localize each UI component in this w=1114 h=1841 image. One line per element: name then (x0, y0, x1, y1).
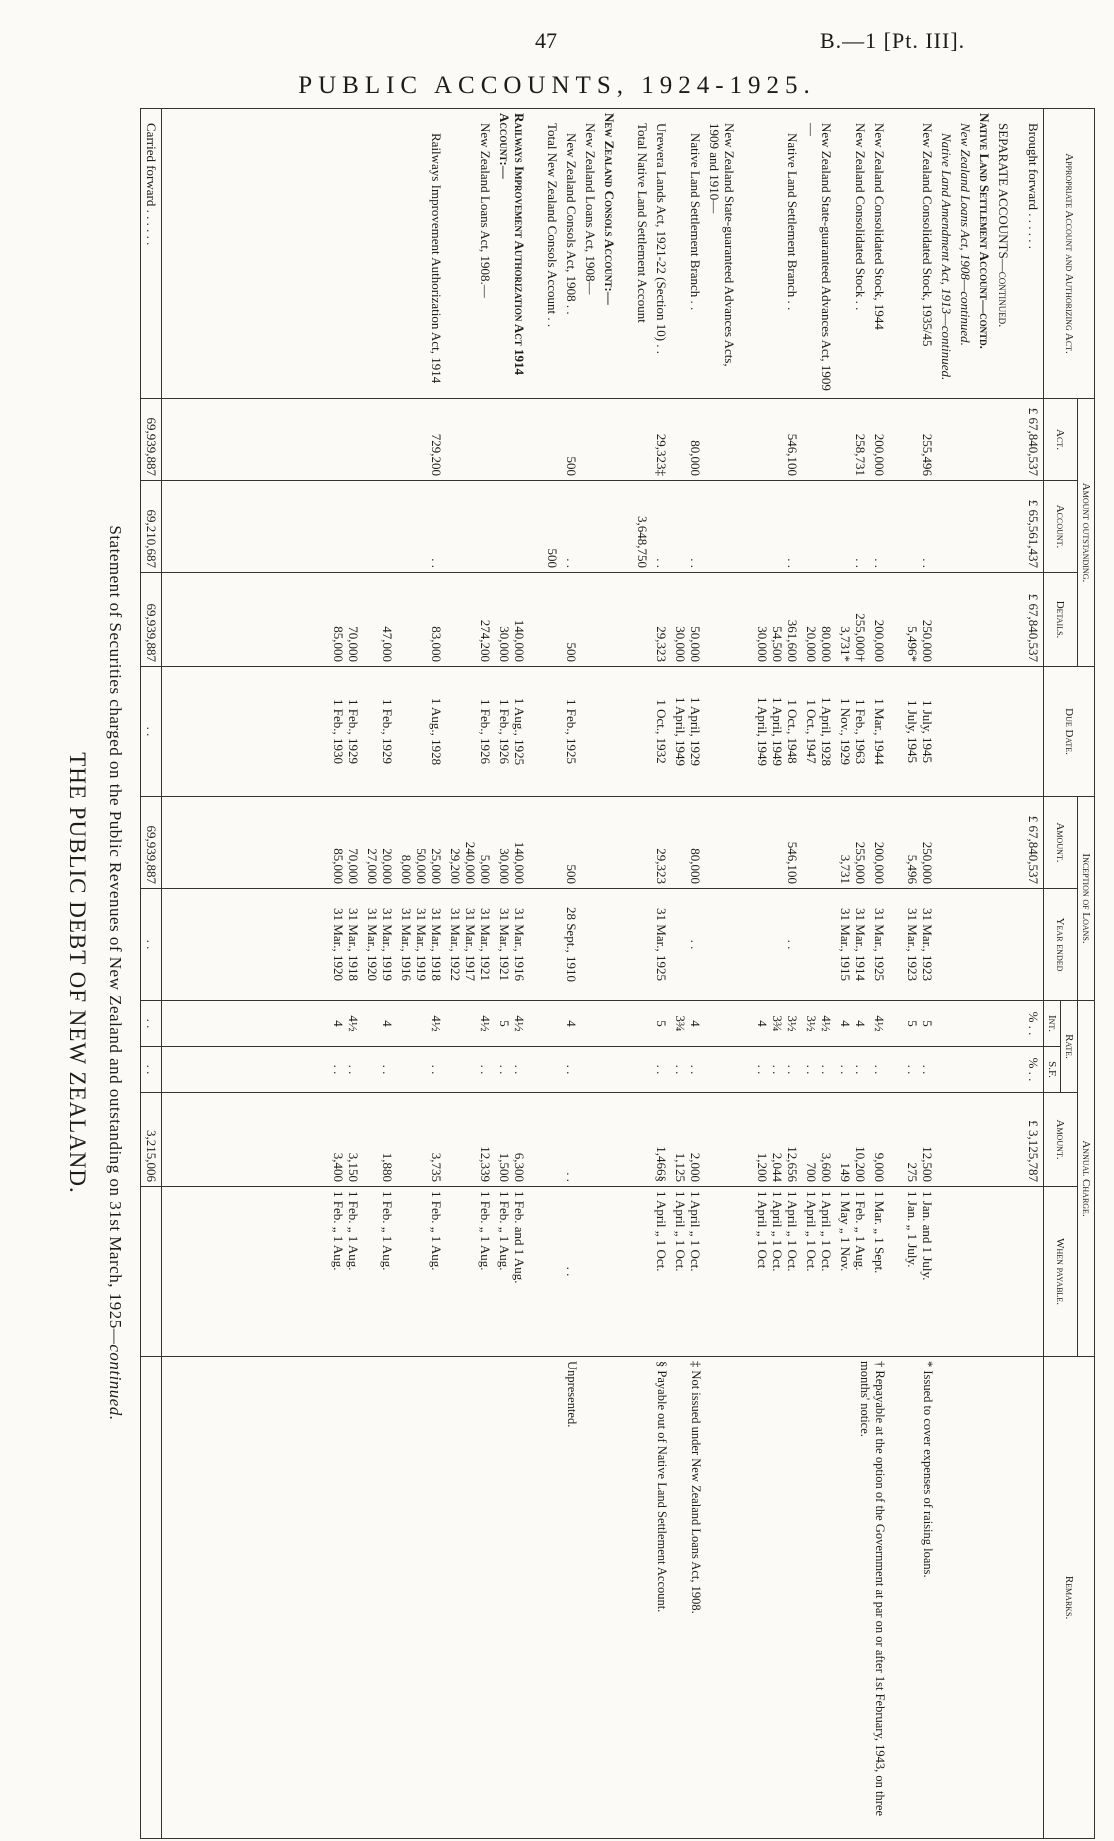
cell-when: . . (562, 1187, 581, 1357)
cell-sf: . . . . (329, 1047, 363, 1093)
cell-when: 1 April „ 1 Oct. 1 April „ 1 Oct. 1 April „ 1 Oct (753, 1187, 802, 1357)
cell-year: 31 Mar., 1918 31 Mar., 1920 (329, 889, 363, 1001)
cell-sf: . . (870, 1047, 889, 1093)
cell-year (802, 889, 836, 1001)
cell-int: 4 4 (836, 1001, 870, 1047)
row-label: New Zealand Consols Act, 1908 . . (562, 109, 581, 399)
cell-charge: . . (562, 1093, 581, 1187)
cell-year: 31 Mar., 1923 31 Mar., 1923 (903, 889, 937, 1001)
cell-account: . . (753, 481, 802, 573)
cell-act: £ 67,840,537 (1013, 399, 1044, 481)
page-number: 47 (535, 28, 557, 53)
row-label: New Zealand State-guaranteed Advances Act, 1909— (802, 109, 836, 399)
cell-charge: 12,339 (446, 1093, 495, 1187)
cell-due: 1 Feb., 1963 1 Nov., 1929 (836, 667, 870, 797)
total-charge: 3,215,006 (141, 1093, 162, 1187)
cell-due: 1 Feb., 1925 (562, 667, 581, 797)
cell-act: 255,496 (903, 399, 937, 481)
table-row (633, 109, 652, 1839)
cell-act (329, 399, 363, 481)
cell-when: 1 Jan. and 1 July. 1 Jan. „ 1 July. (903, 1187, 937, 1357)
cell-int: 4 (363, 1001, 397, 1047)
cell-sf: . . (562, 1047, 581, 1093)
cell-int: 5 5 (903, 1001, 937, 1047)
table-row (543, 109, 562, 1839)
cell-act (363, 399, 397, 481)
col-act: Act. (1044, 399, 1078, 481)
cell-account: . . (671, 481, 705, 573)
cell-when: 1 Feb. „ 1 Aug. 1 May „ 1 Nov. (836, 1187, 870, 1357)
cell-act (446, 399, 495, 481)
total-when (141, 1187, 162, 1357)
cell-remarks (397, 1357, 446, 1839)
cell-due: 1 April, 1929 1 April, 1949 (671, 667, 705, 797)
cell-inc-amount: 255,000 3,731 (836, 797, 870, 889)
row-label: Native Land Settlement Branch . . (753, 109, 802, 399)
cell-int: 4½ (446, 1001, 495, 1047)
table-row (363, 109, 397, 1839)
cell-sf: . . (446, 1047, 495, 1093)
row-label: New Zealand Consolidated Stock, 1944 (870, 109, 889, 399)
col-sf: S.F. (1044, 1047, 1061, 1093)
row-label: Native Land Settlement Branch . . (671, 109, 705, 399)
cell-act: 729,200 (397, 399, 446, 481)
cell-inc-amount: 140,000 30,000 (495, 797, 529, 889)
subtotal-label: Total New Zealand Consols Account . . (543, 109, 562, 399)
cell-details: 80,000 20,000 (802, 573, 836, 667)
cell-inc-amount: £ 67,840,537 (1013, 797, 1044, 889)
cell-act (495, 399, 529, 481)
cell-account: . . (836, 481, 870, 573)
cell-account-total: 500 (543, 481, 562, 573)
row-label: Railways Improvement Authorization Act, 1914 (397, 109, 446, 399)
cell-year: 28 Sept., 1910 (562, 889, 581, 1001)
table-foot (141, 109, 162, 1839)
cell-due: 1 April, 1928 1 Oct., 1947 (802, 667, 836, 797)
total-int: . . (141, 1001, 162, 1047)
cell-details: 200,000 (870, 573, 889, 667)
cell-inc-amount: 200,000 (870, 797, 889, 889)
col-amount-outstanding: Amount outstanding. (1078, 399, 1095, 667)
col-details: Details. (1044, 573, 1078, 667)
cell-sf: . . . . (671, 1047, 705, 1093)
cell-when: 1 Feb. and 1 Aug. 1 Feb. „ 1 Aug. (495, 1187, 529, 1357)
total-act: 69,939,887 (141, 399, 162, 481)
cell-due: 1 Feb., 1929 (363, 667, 397, 797)
col-account: Appropriate Account and Authorizing Act. (1044, 109, 1095, 399)
cell-charge: 12,656 2,044 1,200 (753, 1093, 802, 1187)
cell-due: 1 Feb., 1929 1 Feb., 1930 (329, 667, 363, 797)
cell-inc-amount: 546,100 (753, 797, 802, 889)
cell-details: £ 67,840,537 (1013, 573, 1044, 667)
cell-year: 31 Mar., 1925 (652, 889, 671, 1001)
col-int: Int. (1044, 1001, 1061, 1047)
cell-int: 4½ 5 (495, 1001, 529, 1047)
cell-year (1013, 889, 1044, 1001)
row-label: New Zealand State-guaranteed Advances Acts, 1909 and 1910— (705, 109, 739, 399)
cell-account (446, 481, 495, 573)
cell-remarks (495, 1357, 529, 1839)
table-row (1013, 109, 1044, 1839)
table-row (994, 109, 1013, 1839)
col-due-date: Due Date. (1044, 667, 1095, 797)
total-details: 69,939,887 (141, 573, 162, 667)
cell-due: 1 Feb., 1926 (446, 667, 495, 797)
cell-when: 1 April „ 1 Oct. (652, 1187, 671, 1357)
table-row (937, 109, 956, 1839)
cell-charge: 3,600 700 (802, 1093, 836, 1187)
table-row (329, 109, 363, 1839)
cell-sf: . . . . . . (753, 1047, 802, 1093)
cell-int: 4½ (870, 1001, 889, 1047)
cell-account (802, 481, 836, 573)
col-when-payable: When payable. (1044, 1187, 1078, 1357)
cell-sf: . . . . (903, 1047, 937, 1093)
cell-int: 4½ 4 (329, 1001, 363, 1047)
cell-when: 1 April „ 1 Oct. 1 April „ 1 Oct. (802, 1187, 836, 1357)
cell-details: 140,000 30,000 (495, 573, 529, 667)
cell-when (1013, 1187, 1044, 1357)
cell-remarks (446, 1357, 495, 1839)
subtitle-text: Statement of Securities charged on the Public Revenues of New Zealand and outstanding on 31st March, 1925 (106, 525, 125, 1329)
act-heading: New Zealand Loans Act, 1908— (581, 109, 600, 399)
table-row (903, 109, 937, 1839)
cell-details: 250,000 5,496* (903, 573, 937, 667)
cell-due: 1 Aug., 1928 (397, 667, 446, 797)
cell-inc-amount: 29,323 (652, 797, 671, 889)
carried-forward-row (141, 109, 162, 1839)
cell-sf: . . . . (802, 1047, 836, 1093)
account-heading: New Zealand Consols Account:— (600, 109, 619, 399)
cell-due: 1 Mar., 1944 (870, 667, 889, 797)
col-charge-amount: Amount. (1044, 1093, 1078, 1187)
row-label: Brought forward . . . . . . (1013, 109, 1044, 399)
cell-when: 1 Feb. „ 1 Aug. 1 Feb. „ 1 Aug. (329, 1187, 363, 1357)
cell-due: 1 Oct., 1948 1 April, 1949 1 April, 1949 (753, 667, 802, 797)
col-year-ended: Year ended (1044, 889, 1078, 1001)
cell-act: 29,323‡ (652, 399, 671, 481)
total-account: 69,210,687 (141, 481, 162, 573)
cell-year: 31 Mar., 1914 31 Mar., 1915 (836, 889, 870, 1001)
cell-inc-amount (802, 797, 836, 889)
table-row (956, 109, 975, 1839)
cell-account: . . (562, 481, 581, 573)
cell-sf: % . . (1013, 1047, 1044, 1093)
cell-remarks: † Repayable at the option of the Government at par on or after 1st February, 1943, on three months' notice. (739, 1357, 889, 1839)
col-rate: Rate. (1061, 1001, 1078, 1093)
cell-charge: 6,300 1,500 (495, 1093, 529, 1187)
cell-sf: . . . . (495, 1047, 529, 1093)
subtitle-continued: —continued. (106, 1328, 125, 1421)
total-inc-amount: 69,939,887 (141, 797, 162, 889)
cell-charge: 3,735 (397, 1093, 446, 1187)
public-debt-table (140, 108, 1095, 1839)
cell-charge: 1,880 (363, 1093, 397, 1187)
cell-act: 258,731 (836, 399, 870, 481)
total-remarks (141, 1357, 162, 1839)
cell-inc-amount: 20,000 27,000 (363, 797, 397, 889)
cell-charge: 2,000 1,125 (671, 1093, 705, 1187)
cell-year: . . (753, 889, 802, 1001)
table-row (870, 109, 889, 1839)
cell-act (802, 399, 836, 481)
cell-sf: . . . . (836, 1047, 870, 1093)
cell-due: 1 Oct., 1932 (652, 667, 671, 797)
cell-due (1013, 667, 1044, 797)
row-label (363, 109, 397, 399)
cell-int: 4½ 3½ (802, 1001, 836, 1047)
row-label: New Zealand Consolidated Stock, 1935/45 (903, 109, 937, 399)
cell-when: 1 Feb. „ 1 Aug. (397, 1187, 446, 1357)
cell-charge: 3,150 3,400 (329, 1093, 363, 1187)
cell-year: 31 Mar., 1921 31 Mar., 1917 31 Mar., 1922 (446, 889, 495, 1001)
cell-details: 361,600 54,500 30,000 (753, 573, 802, 667)
cell-inc-amount: 70,000 85,000 (329, 797, 363, 889)
col-inception-amount: Amount. (1044, 797, 1078, 889)
col-remarks: Remarks. (1044, 1357, 1095, 1839)
account-heading: Railways Improvement Authorization Act 1914 Account:— (495, 109, 529, 399)
cell-due: 1 July, 1945 1 July, 1945 (903, 667, 937, 797)
table-row (397, 109, 446, 1839)
cell-details: 70,000 85,000 (329, 573, 363, 667)
cell-account (495, 481, 529, 573)
cell-remarks: ‡ Not issued under New Zealand Loans Act, 1908. (671, 1357, 705, 1839)
cell-remarks (329, 1357, 363, 1839)
act-heading: New Zealand Loans Act, 1908—continued. (956, 109, 975, 399)
cell-account (329, 481, 363, 573)
table-row (495, 109, 529, 1839)
cell-details: 500 (562, 573, 581, 667)
table-row (705, 109, 739, 1839)
cell-details: 274,200 (446, 573, 495, 667)
table-row (446, 109, 495, 1839)
col-inception: Inception of Loans. (1078, 797, 1095, 1001)
cell-details: 47,000 (363, 573, 397, 667)
table-row (652, 109, 671, 1839)
total-sf: . . (141, 1047, 162, 1093)
act-heading: New Zealand Loans Act, 1908.— (446, 109, 495, 399)
cell-account: £ 65,561,437 (1013, 481, 1044, 573)
cell-int: 3½ 3¾ 4 (753, 1001, 802, 1047)
cell-when: 1 Mar. „ 1 Sept. (870, 1187, 889, 1357)
cell-sf: . . (652, 1047, 671, 1093)
cell-charge: 10,200 149 (836, 1093, 870, 1187)
table-row (562, 109, 581, 1839)
cell-inc-amount: 500 (562, 797, 581, 889)
page-header (0, 0, 1114, 110)
table-subtitle (105, 108, 125, 1838)
cell-when: 1 April „ 1 Oct. 1 April „ 1 Oct. (671, 1187, 705, 1357)
cell-int: 5 (652, 1001, 671, 1047)
cell-int: 4 (562, 1001, 581, 1047)
main-title: THE PUBLIC DEBT OF NEW ZEALAND. (65, 752, 90, 1194)
cell-act: 500 (562, 399, 581, 481)
row-label: Urewera Lands Act, 1921-22 (Section 10) . . (652, 109, 671, 399)
cell-charge: 9,000 (870, 1093, 889, 1187)
col-account-amount: Account. (1044, 481, 1078, 573)
cell-when: 1 Feb. „ 1 Aug. (446, 1187, 495, 1357)
cell-inc-amount: 25,000 50,000 8,000 (397, 797, 446, 889)
cell-inc-amount: 5,000 240,000 29,200 (446, 797, 495, 889)
account-heading: Native Land Settlement Account—contd. (975, 109, 994, 399)
cell-account: . . (397, 481, 446, 573)
cell-year: 31 Mar., 1916 31 Mar., 1921 (495, 889, 529, 1001)
running-title: PUBLIC ACCOUNTS, 1924-1925. (298, 72, 816, 99)
act-heading: Native Land Amendment Act, 1913—continued. (937, 109, 956, 399)
cell-details: 255,000† 3,731* (836, 573, 870, 667)
cell-int: 4½ (397, 1001, 446, 1047)
cell-account-total: 3,648,750 (633, 481, 652, 573)
cell-int: % . . (1013, 1001, 1044, 1047)
table-row (671, 109, 705, 1839)
cell-year: 31 Mar., 1918 31 Mar., 1919 31 Mar., 1916 (397, 889, 446, 1001)
cell-act: 200,000 (870, 399, 889, 481)
table-row (975, 109, 994, 1839)
table-row (581, 109, 600, 1839)
cell-details: 83,000 (397, 573, 446, 667)
cell-remarks (363, 1357, 397, 1839)
cell-account: . . (870, 481, 889, 573)
total-due: . . (141, 667, 162, 797)
table-head (1044, 109, 1095, 1839)
cell-details: 29,323 (652, 573, 671, 667)
carried-forward-label: Carried forward . . . . . . (141, 109, 162, 399)
cell-remarks: § Payable out of Native Land Settlement Account. (652, 1357, 671, 1839)
cell-year: 31 Mar., 1925 (870, 889, 889, 1001)
cell-act: 546,100 (753, 399, 802, 481)
cell-remarks: * Issued to cover expenses of raising loans. (903, 1357, 937, 1839)
cell-sf: . . (363, 1047, 397, 1093)
cell-inc-amount: 250,000 5,496 (903, 797, 937, 889)
cell-charge: 12,500 275 (903, 1093, 937, 1187)
col-annual-charge: Annual Charge. (1078, 1001, 1095, 1357)
cell-inc-amount: 80,000 (671, 797, 705, 889)
cell-charge: £ 3,125,787 (1013, 1093, 1044, 1187)
row-label (329, 109, 363, 399)
cell-remarks: Unpresented. (562, 1357, 581, 1839)
document-reference: B.—1 [Pt. III]. (820, 28, 966, 53)
section-heading: SEPARATE ACCOUNTS—continued. (994, 109, 1013, 399)
table-body (162, 109, 1044, 1839)
row-label: New Zealand Consolidated Stock . . (836, 109, 870, 399)
cell-year: . . (671, 889, 705, 1001)
cell-due: 1 Aug., 1925 1 Feb., 1926 (495, 667, 529, 797)
total-year: . . (141, 889, 162, 1001)
cell-year: 31 Mar., 1919 31 Mar., 1920 (363, 889, 397, 1001)
cell-account: . . (652, 481, 671, 573)
table-row (600, 109, 619, 1839)
cell-remarks (1013, 1357, 1044, 1839)
cell-charge: 1,466§ (652, 1093, 671, 1187)
rotated-page-body (55, 108, 1095, 1838)
cell-int: 4 3¾ (671, 1001, 705, 1047)
cell-act: 80,000 (671, 399, 705, 481)
cell-details: 50,000 30,000 (671, 573, 705, 667)
cell-sf: . . (397, 1047, 446, 1093)
cell-account (363, 481, 397, 573)
cell-when: 1 Feb. „ 1 Aug. (363, 1187, 397, 1357)
cell-account: . . (903, 481, 937, 573)
subtotal-label: Total Native Land Settlement Account (633, 109, 652, 399)
